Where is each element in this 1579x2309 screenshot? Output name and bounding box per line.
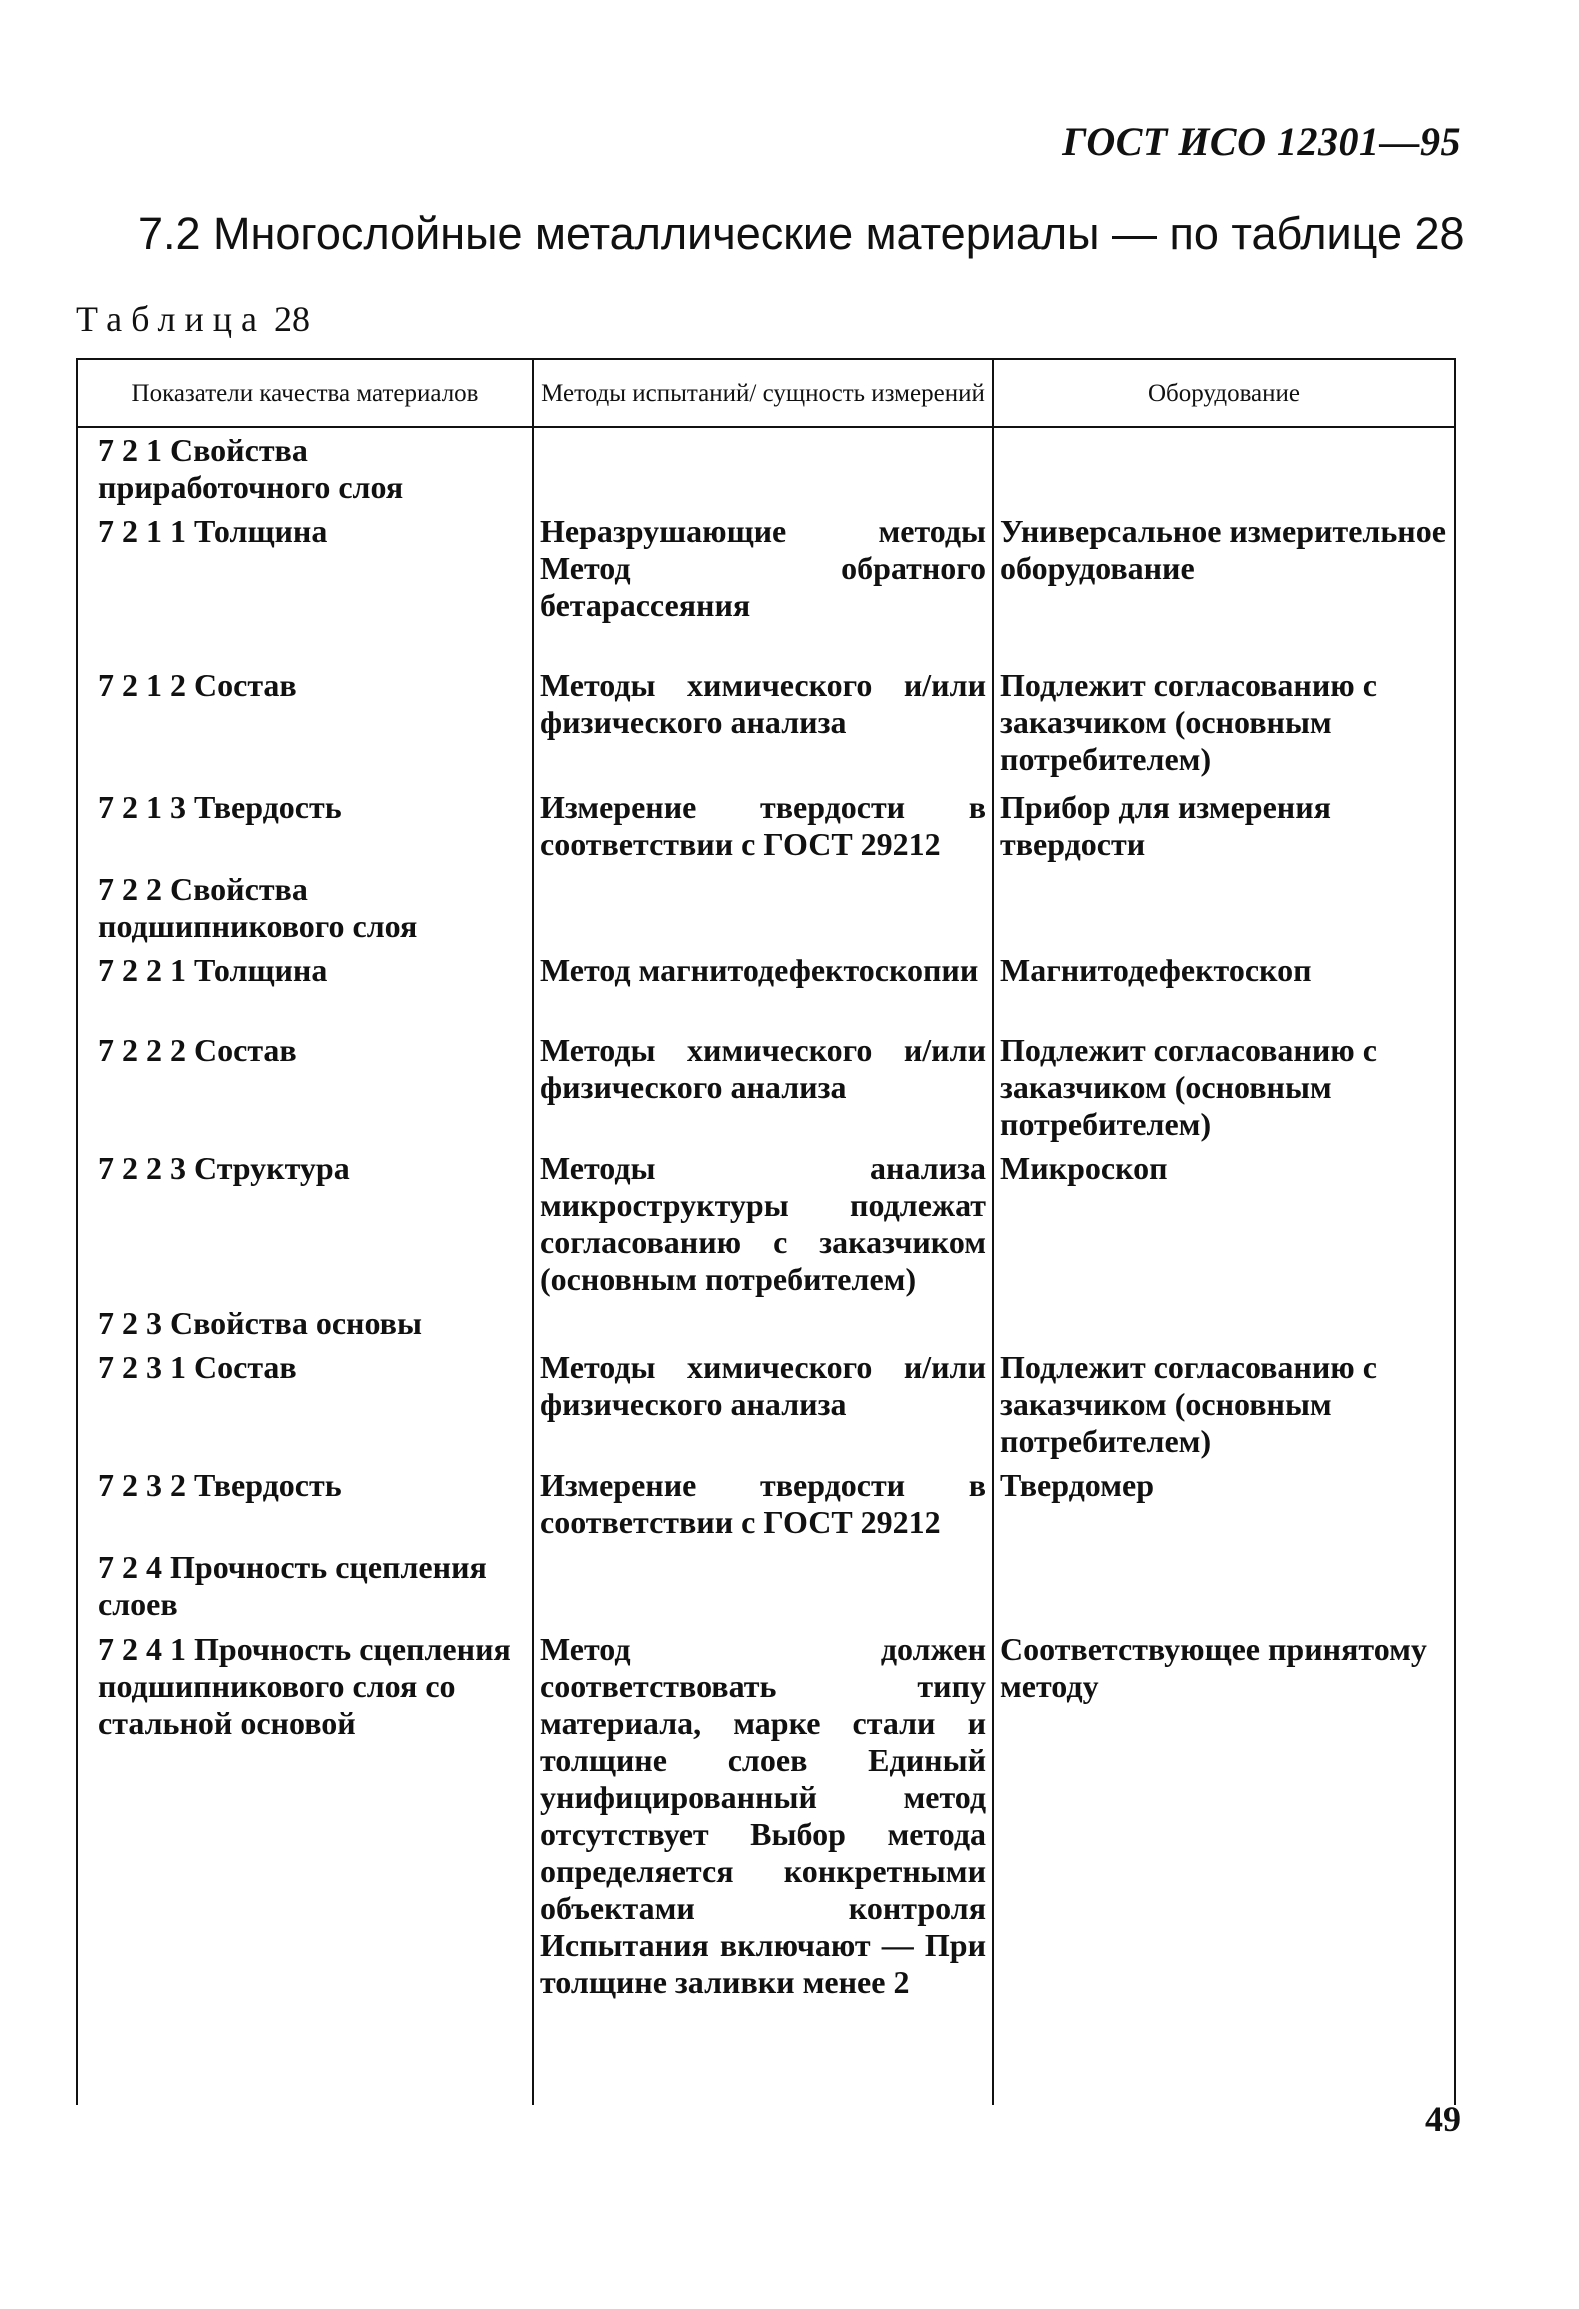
cell-method [533, 1301, 993, 1345]
cell-indicator: 7 2 1 3 Твердость [77, 785, 533, 867]
table-row [77, 1545, 1455, 1627]
cell-indicator: 7 2 3 1 Состав [77, 1345, 533, 1463]
cell-indicator: 7 2 1 2 Состав [77, 663, 533, 785]
table-caption-number: 28 [273, 299, 310, 339]
cell-equipment: Прибор для измерения твердости [993, 785, 1455, 867]
cell-method [533, 867, 993, 948]
cell-method: Методы химического и/или физического анализа [533, 1345, 993, 1463]
cell-indicator: 7 2 4 Прочность сцепления слоев [77, 1545, 533, 1627]
cell-method: Методы анализа микроструктуры подлежат согласованию с заказчиком (основным потребителем) [533, 1146, 993, 1301]
cell-method: Неразрушающие методы Метод обратного бетарассеяния [533, 509, 993, 663]
section-heading: 7.2 Многослойные металлические материалы — по таблице 28 [138, 208, 1465, 259]
cell-indicator: 7 2 3 Свойства основы [77, 1301, 533, 1345]
cell-equipment: Подлежит согласованию с заказчиком (основным потребителем) [993, 1028, 1455, 1146]
table-row [77, 785, 1455, 867]
cell-indicator: 7 2 2 2 Состав [77, 1028, 533, 1146]
cell-indicator: 7 2 2 3 Структура [77, 1146, 533, 1301]
cell-equipment: Универсальное измерительное оборудование [993, 509, 1455, 663]
cell-indicator: 7 2 1 Свойства приработочного слоя [77, 427, 533, 509]
table-row [77, 663, 1455, 785]
table-row [77, 1146, 1455, 1301]
cell-method: Метод магнитодефектоскопии [533, 948, 993, 1028]
cell-indicator: 7 2 4 1 Прочность сцепления подшипникового слоя со стальной основой [77, 1627, 533, 2105]
table-row [77, 1345, 1455, 1463]
header-equipment: Оборудование [993, 359, 1455, 427]
table-row [77, 509, 1455, 663]
cell-equipment [993, 1301, 1455, 1345]
cell-equipment: Микроскоп [993, 1146, 1455, 1301]
table-caption-label: Таблица [76, 299, 266, 339]
table-caption [76, 298, 310, 340]
cell-method: Измерение твердости в соответствии с ГОСТ 29212 [533, 785, 993, 867]
cell-equipment [993, 427, 1455, 509]
methods-table [76, 358, 1456, 2105]
table-row [77, 1463, 1455, 1545]
table-row [77, 1301, 1455, 1345]
cell-equipment: Подлежит согласованию с заказчиком (основным потребителем) [993, 1345, 1455, 1463]
table-row [77, 427, 1455, 509]
cell-equipment [993, 867, 1455, 948]
cell-equipment: Твердомер [993, 1463, 1455, 1545]
cell-equipment: Магнитодефектоскоп [993, 948, 1455, 1028]
table-row [77, 867, 1455, 948]
cell-indicator: 7 2 2 Свойства подшипникового слоя [77, 867, 533, 948]
cell-equipment [993, 1545, 1455, 1627]
page-number: 49 [1425, 2099, 1461, 2139]
cell-indicator: 7 2 2 1 Толщина [77, 948, 533, 1028]
table-row [77, 1028, 1455, 1146]
cell-method [533, 1545, 993, 1627]
table-row [77, 1627, 1455, 2105]
cell-method: Метод должен соответствовать типу материала, марке стали и толщине слоев Единый унифицированный метод отсутствует Выбор метода определяется конкретными объектами контроля Испытания включают — При толщине заливки менее 2 [533, 1627, 993, 2105]
header-quality-indicators: Показатели качества материалов [77, 359, 533, 427]
cell-indicator: 7 2 3 2 Твердость [77, 1463, 533, 1545]
cell-method: Измерение твердости в соответствии с ГОСТ 29212 [533, 1463, 993, 1545]
cell-equipment: Соответствующее принятому методу [993, 1627, 1455, 2105]
cell-method: Методы химического и/или физического анализа [533, 1028, 993, 1146]
table-header-row [77, 359, 1455, 427]
header-test-methods: Методы испытаний/ сущность измерений [533, 359, 993, 427]
table-row [77, 948, 1455, 1028]
cell-method: Методы химического и/или физического анализа [533, 663, 993, 785]
cell-method [533, 427, 993, 509]
cell-equipment: Подлежит согласованию с заказчиком (основным потребителем) [993, 663, 1455, 785]
running-head: ГОСТ ИСО 12301—95 [1062, 119, 1461, 164]
cell-indicator: 7 2 1 1 Толщина [77, 509, 533, 663]
